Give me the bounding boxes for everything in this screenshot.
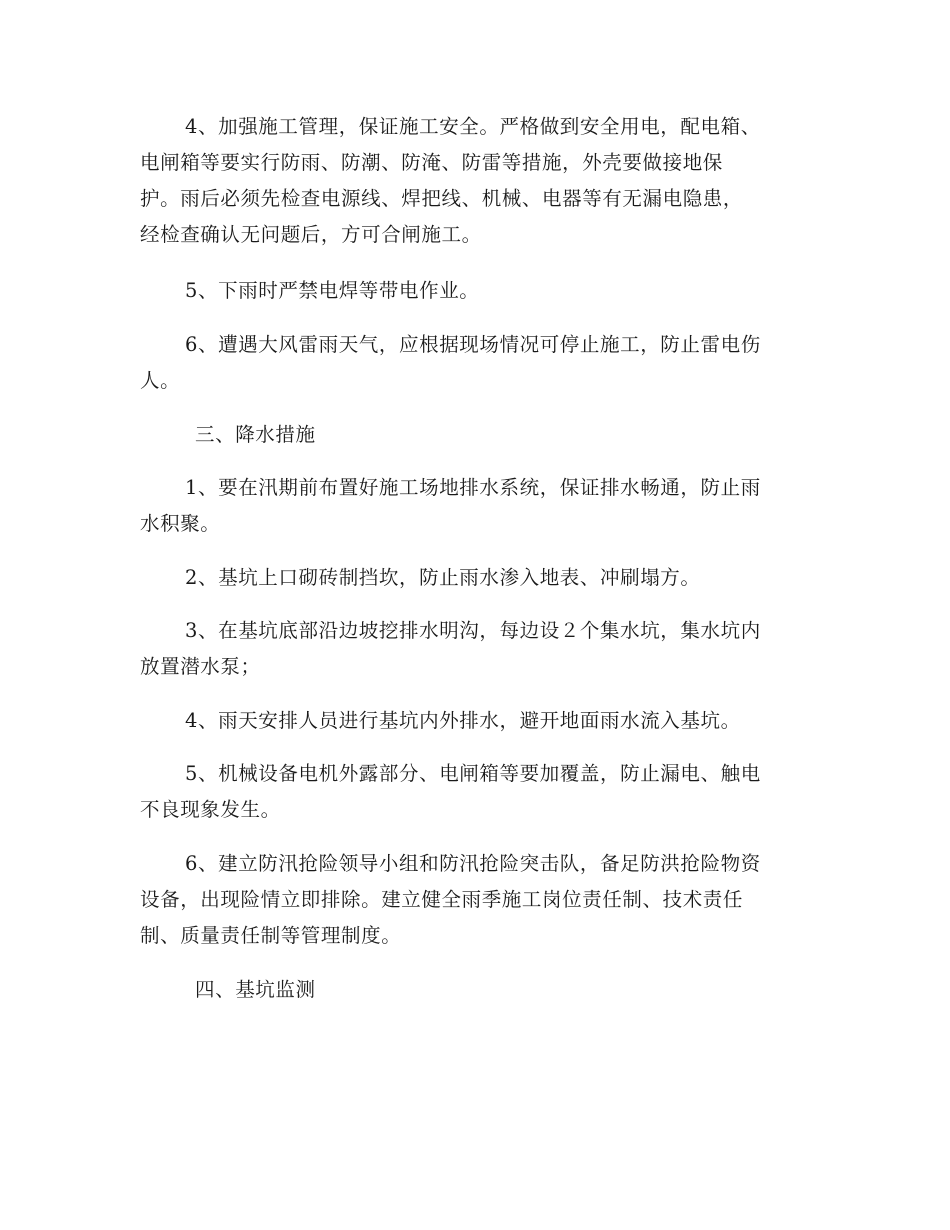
text-line: 设备，出现险情立即排除。建立健全雨季施工岗位责任制、技术责任 [140, 888, 744, 911]
text-line: 不良现象发生。 [140, 798, 281, 821]
text-line: 5、机械设备电机外露部分、电闸箱等要加覆盖，防止漏电、触电 [185, 762, 761, 785]
text-line: 制、质量责任制等管理制度。 [140, 924, 402, 947]
text-line: 4、加强施工管理，保证施工安全。严格做到安全用电，配电箱、 [185, 115, 761, 138]
text-line: 5、下雨时严禁电焊等带电作业。 [185, 279, 480, 302]
text-line: 3、在基坑底部沿边坡挖排水明沟，每边设２个集水坑，集水坑内 [185, 619, 761, 642]
text-line: 电闸箱等要实行防雨、防潮、防淹、防雷等措施，外壳要做接地保 [140, 151, 723, 174]
text-line: 人。 [140, 369, 181, 392]
text-line: 6、建立防汛抢险领导小组和防汛抢险突击队，备足防洪抢险物资 [185, 852, 761, 875]
section-heading: 四、基坑监测 [195, 978, 316, 1001]
text-line: 放置潜水泵； [140, 655, 261, 678]
text-line: 水积聚。 [140, 512, 221, 535]
text-line: 6、遭遇大风雷雨天气，应根据现场情况可停止施工，防止雷电伤 [185, 333, 761, 356]
text-line: 4、雨天安排人员进行基坑内外排水，避开地面雨水流入基坑。 [185, 709, 741, 732]
text-line: 护。雨后必须先检查电源线、焊把线、机械、电器等有无漏电隐患， [140, 187, 744, 210]
section-heading: 三、降水措施 [195, 423, 316, 446]
text-line: 经检查确认无问题后，方可合闸施工。 [140, 223, 482, 246]
text-line: 2、基坑上口砌砖制挡坎，防止雨水渗入地表、冲刷塌方。 [185, 566, 701, 589]
text-line: 1、要在汛期前布置好施工场地排水系统，保证排水畅通，防止雨 [185, 476, 761, 499]
